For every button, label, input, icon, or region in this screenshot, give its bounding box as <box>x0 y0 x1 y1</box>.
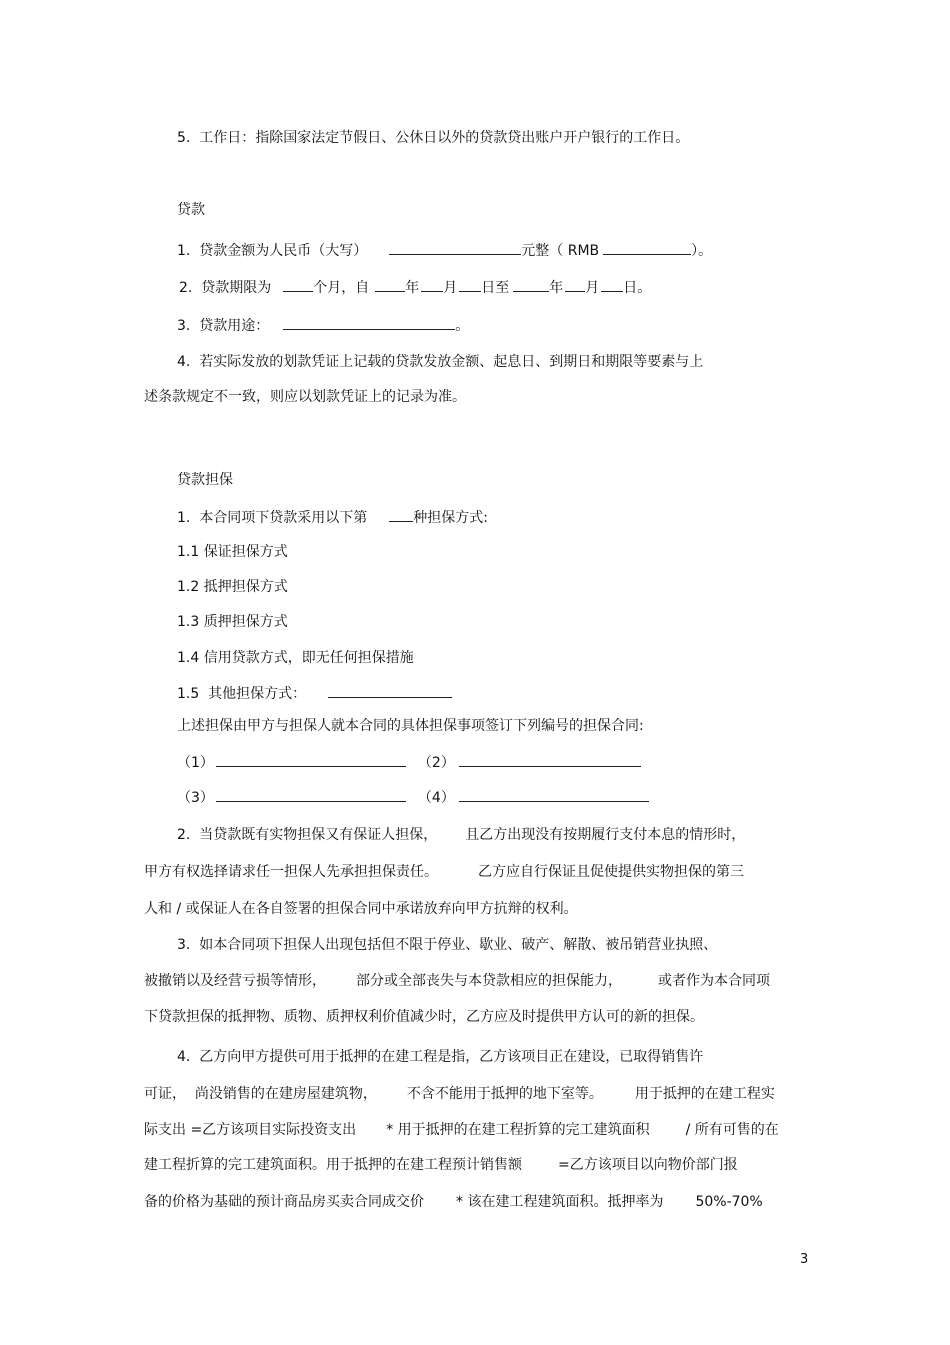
clause-d3-line2 <box>144 971 770 991</box>
clause-text: 际支出 =乙方该项目实际投资支出 <box>144 1122 357 1138</box>
blank-amount-words <box>389 240 521 255</box>
option-1-3: 1.3 质押担保方式 <box>177 614 288 630</box>
section-heading-loan: 贷款 <box>177 202 205 218</box>
clause-text: 部分或全部丧失与本贷款相应的担保能力， <box>356 973 622 989</box>
clause-text: 且乙方出现没有按期履行支付本息的情形时， <box>465 827 746 843</box>
clause-d4-line1: 4. 乙方向甲方提供可用于抵押的在建工程是指，乙方该项目正在建设，已取得销售许 <box>177 1049 704 1065</box>
clause-text: * 该在建工程建筑面积。抵押率为 <box>456 1194 664 1210</box>
contract-number-row-2 <box>177 787 649 808</box>
blank <box>389 507 413 522</box>
item-label: （2） <box>417 755 455 771</box>
clause-d2-line2 <box>144 862 744 882</box>
clause-text: 被撤销以及经营亏损等情形， <box>144 973 326 989</box>
clause-loan-purpose <box>177 315 469 336</box>
clause-loan-amount <box>177 240 712 261</box>
blank <box>283 277 313 292</box>
blank <box>216 752 406 767</box>
blank <box>459 787 649 802</box>
contract-number-row-1 <box>177 752 641 773</box>
blank <box>421 277 443 292</box>
clause-text: 用于抵押的在建工程实 <box>634 1086 775 1102</box>
clause-text: 甲方有权选择请求任一担保人先承担担保责任。 <box>144 864 438 880</box>
clause-d4-line4 <box>144 1155 738 1175</box>
clause-text: =乙方该项目以向物价部门报 <box>558 1157 738 1173</box>
clause-text: 3. 贷款用途： <box>177 318 270 334</box>
clause-text: 备的价格为基础的预计商品房买卖合同成交价 <box>144 1194 424 1210</box>
blank <box>513 277 549 292</box>
blank <box>459 752 641 767</box>
blank <box>459 277 481 292</box>
blank <box>375 277 405 292</box>
clause-text: 种担保方式: <box>413 510 488 526</box>
clause-text: 建工程折算的完工建筑面积。用于抵押的在建工程预计销售额 <box>144 1157 522 1173</box>
blank-other <box>328 683 452 698</box>
clause-text: 1. 本合同项下贷款采用以下第 <box>177 510 368 526</box>
option-1-4: 1.4 信用贷款方式，即无任何担保措施 <box>177 650 414 666</box>
blank-amount-rmb <box>603 240 691 255</box>
clause-text: 日至 <box>481 280 510 296</box>
clause-text: 月 <box>585 280 600 296</box>
option-1-1: 1.1 保证担保方式 <box>177 544 288 560</box>
option-1-5 <box>177 683 452 704</box>
item-label: （4） <box>417 790 455 806</box>
clause-text: * 用于抵押的在建工程折算的完工建筑面积 <box>386 1122 650 1138</box>
clause-d2-line1 <box>177 825 745 845</box>
clause-text: 个月，自 <box>313 280 370 296</box>
clause-4-line1: 4. 若实际发放的划款凭证上记载的贷款发放金额、起息日、到期日和期限等要素与上 <box>177 354 704 370</box>
clause-text: 日。 <box>623 280 652 296</box>
clause-text: 不含不能用于抵押的地下室等。 <box>406 1086 603 1102</box>
clause-text: 2. 贷款期限为 <box>179 280 272 296</box>
blank <box>601 277 623 292</box>
clause-d4-line2 <box>144 1084 775 1104</box>
clause-d4-line3 <box>144 1120 779 1140</box>
clause-text: 月 <box>443 280 458 296</box>
item-label: （1） <box>177 755 214 771</box>
section-heading-guarantee: 贷款担保 <box>177 472 233 488</box>
clause-text: 或者作为本合同项 <box>658 973 770 989</box>
clause-text: 年 <box>549 280 564 296</box>
page-number: 3 <box>800 1252 809 1267</box>
clause-loan-term <box>179 277 651 298</box>
clause-text: ）。 <box>691 243 713 259</box>
clause-text: 1.5 其他担保方式： <box>177 686 307 702</box>
clause-text: 元整（ RMB <box>521 243 600 259</box>
clause-guarantee-type <box>177 507 488 528</box>
option-1-2: 1.2 抵押担保方式 <box>177 579 288 595</box>
clause-4-line2: 述条款规定不一致，则应以划款凭证上的记录为准。 <box>144 389 466 405</box>
clause-d4-line5 <box>144 1192 763 1212</box>
clause-text: 。 <box>455 318 470 334</box>
clause-d2-line3: 人和 / 或保证人在各自签署的担保合同中承诺放弃向甲方抗辩的权利。 <box>144 901 578 917</box>
blank-purpose <box>283 315 455 330</box>
clause-d3-line3: 下贷款担保的抵押物、质物、质押权利价值减少时，乙方应及时提供甲方认可的新的担保。 <box>144 1009 704 1025</box>
clause-text: 乙方应自行保证且促使提供实物担保的第三 <box>478 864 744 880</box>
clause-text: / 所有可售的在 <box>685 1122 779 1138</box>
item-label: （3） <box>177 790 214 806</box>
blank <box>216 787 406 802</box>
clause-text: 1. 贷款金额为人民币（大写） <box>177 243 368 259</box>
clause-d3-line1: 3. 如本合同项下担保人出现包括但不限于停业、歇业、破产、解散、被吊销营业执照、 <box>177 937 718 953</box>
blank <box>565 277 585 292</box>
guarantee-contract-intro: 上述担保由甲方与担保人就本合同的具体担保事项签订下列编号的担保合同: <box>177 718 644 734</box>
clause-workday: 5. 工作日：指除国家法定节假日、公休日以外的贷款贷出账户开户银行的工作日。 <box>177 130 690 146</box>
clause-text: 50%-70% <box>695 1194 763 1210</box>
clause-text: 2. 当贷款既有实物担保又有保证人担保， <box>177 827 438 843</box>
clause-text: 可证， 尚没销售的在建房屋建筑物， <box>144 1086 377 1102</box>
clause-text: 年 <box>405 280 420 296</box>
